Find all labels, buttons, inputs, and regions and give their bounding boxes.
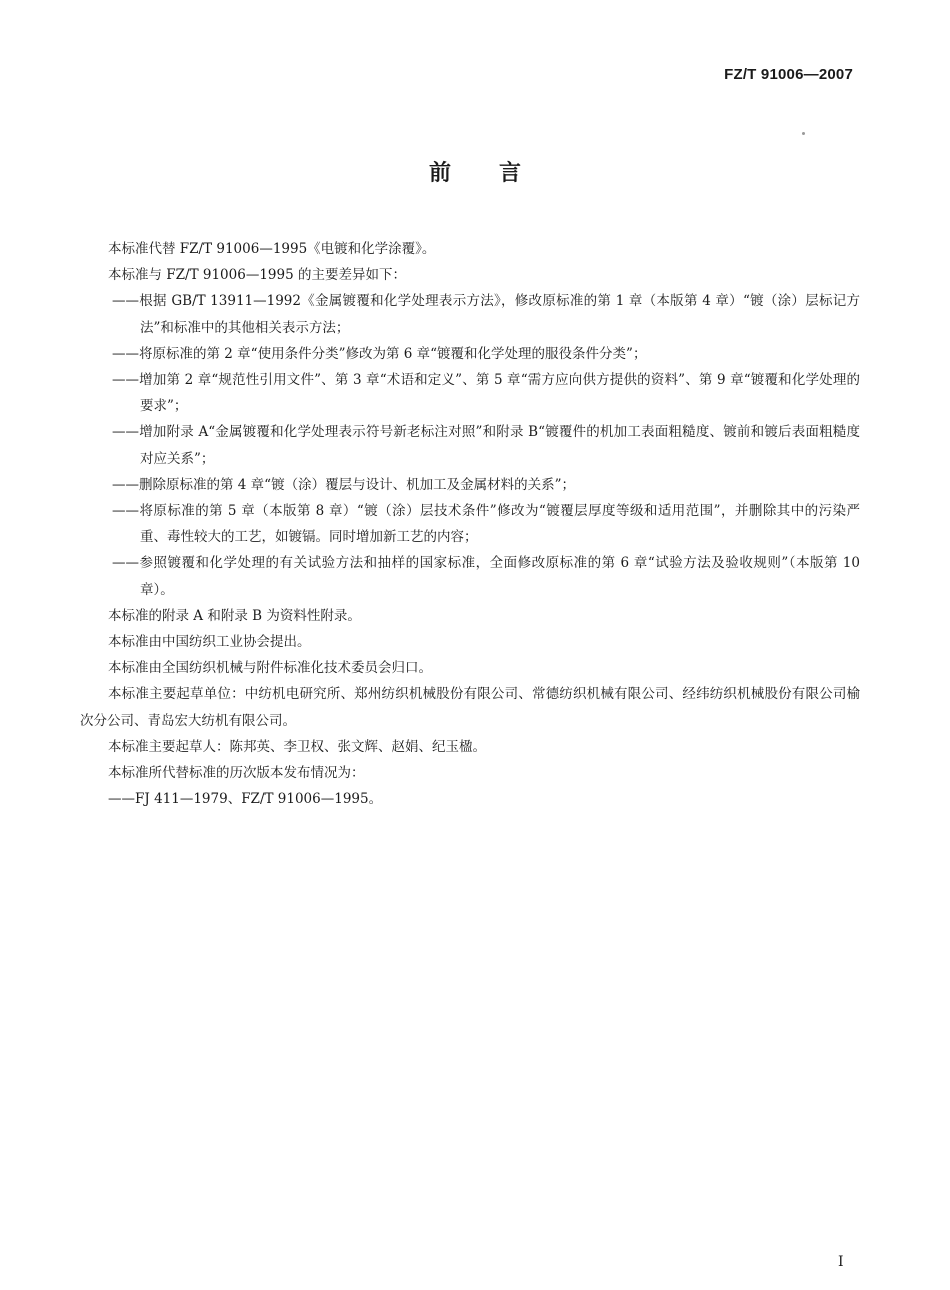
foreword-body xyxy=(80,236,860,812)
standard-code: FZ/T 91006—2007 xyxy=(724,66,853,83)
change-item: ——增加附录 A“金属镀覆和化学处理表示符号新老标注对照”和附录 B“镀覆件的机加工表面粗糙度、镀前和镀后表面粗糙度对应关系”； xyxy=(112,424,860,467)
change-item: ——将原标准的第 2 章“使用条件分类”修改为第 6 章“镀覆和化学处理的服役条件分类”； xyxy=(112,345,647,362)
change-item: ——删除原标准的第 4 章“镀（涂）覆层与设计、机加工及金属材料的关系”； xyxy=(112,476,575,493)
paragraph-proposer: 本标准由中国纺织工业协会提出。 xyxy=(108,634,311,651)
paragraph-committee: 本标准由全国纺织机械与附件标准化技术委员会归口。 xyxy=(108,660,432,677)
page-number: I xyxy=(838,1254,844,1270)
history-item: ——FJ 411—1979、FZ/T 91006—1995。 xyxy=(108,791,383,808)
paragraph-drafters: 本标准主要起草人：陈邦英、李卫权、张文辉、赵娟、纪玉楹。 xyxy=(108,738,486,755)
scan-speck xyxy=(802,132,805,135)
paragraph-drafting-units: 本标准主要起草单位：中纺机电研究所、郑州纺织机械股份有限公司、常德纺织机械有限公司、经纬纺织机械股份有限公司榆次分公司、青岛宏大纺机有限公司。 xyxy=(80,686,860,729)
change-item: ——将原标准的第 5 章（本版第 8 章）“镀（涂）层技术条件”修改为“镀覆层厚度等级和适用范围”，并删除其中的污染严重、毒性较大的工艺，如镀镉。同时增加新工艺的内容； xyxy=(112,503,860,546)
paragraph-replaces: 本标准代替 FZ/T 91006—1995《电镀和化学涂覆》。 xyxy=(108,241,436,257)
page-title: 前言 xyxy=(428,161,569,186)
paragraph-appendix: 本标准的附录 A 和附录 B 为资料性附录。 xyxy=(108,607,361,624)
paragraph-differences-intro: 本标准与 FZ/T 91006—1995 的主要差异如下： xyxy=(108,267,406,284)
change-item: ——根据 GB/T 13911—1992《金属镀覆和化学处理表示方法》，修改原标准的第 1 章（本版第 4 章）“镀（涂）层标记方法”和标准中的其他相关表示方法； xyxy=(112,293,860,336)
change-item: ——参照镀覆和化学处理的有关试验方法和抽样的国家标准，全面修改原标准的第 6 章“试验方法及验收规则”（本版第 10 章）。 xyxy=(112,555,860,598)
change-item: ——增加第 2 章“规范性引用文件”、第 3 章“术语和定义”、第 5 章“需方应向供方提供的资料”、第 9 章“镀覆和化学处理的要求”； xyxy=(112,372,860,415)
paragraph-history-intro: 本标准所代替标准的历次版本发布情况为： xyxy=(108,765,365,782)
